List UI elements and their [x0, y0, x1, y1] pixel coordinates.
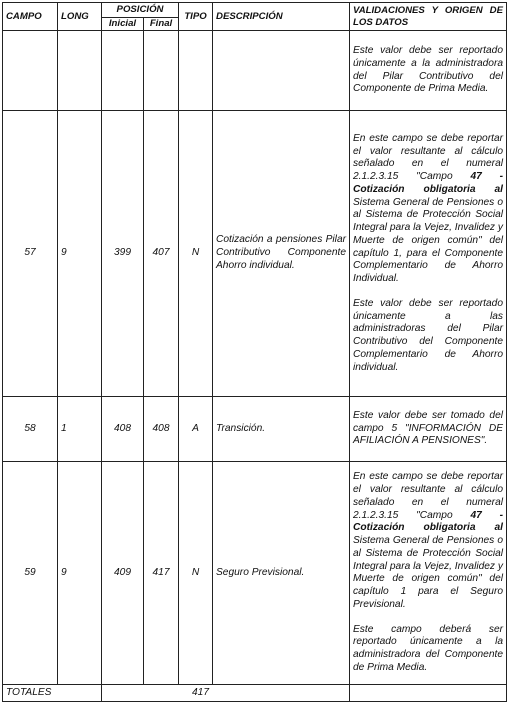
- field-spec-table: [2, 2, 507, 702]
- cell-tipo: A: [179, 397, 213, 462]
- table-row: [3, 31, 507, 111]
- cell-descripcion: Cotización a pensiones Pilar Contributivo Componente Ahorro individual.: [213, 111, 350, 397]
- col-header-campo: CAMPO: [3, 3, 58, 31]
- cell-final: [144, 31, 179, 111]
- col-header-descripcion: DESCRIPCIÓN: [213, 3, 350, 31]
- totals-value: [102, 685, 350, 702]
- col-header-long: LONG: [58, 3, 102, 31]
- cell-tipo: N: [179, 111, 213, 397]
- validacion-text: Este valor debe ser reportado únicamente a las administradoras del Pilar Contributivo del Componente Complementario de Ahorro individual.: [353, 297, 504, 373]
- validacion-text-part: Sistema General de Pensiones o al Sistema de Protección Social Integral para la Vejez, Invalidez y Muerte de origen común" del capítulo 1 para el Seguro Previsional.: [353, 535, 504, 610]
- cell-campo: [3, 31, 58, 111]
- cell-inicial: 408: [102, 397, 144, 462]
- validacion-text: Este valor debe ser reportado únicamente a la administradora del Pilar Contributivo del Componente de Prima Media.: [353, 45, 504, 95]
- totals-value-text: 417: [192, 686, 209, 698]
- validacion-text-part: Sistema General de Pensiones o al Sistema de Protección Social Integral para la Vejez, Invalidez y Muerte de origen común" del capítulo 1, para el Componente Complementario de Ahorro Individual.: [353, 196, 504, 284]
- cell-long: 9: [58, 462, 102, 685]
- cell-tipo: [179, 31, 213, 111]
- validacion-text-bold: 47 - Cotización obligatoria al: [353, 509, 504, 534]
- cell-validacion: [350, 462, 507, 685]
- validacion-text-part: En este campo se debe reportar el valor resultante al cálculo señalado en el numeral 2.1.2.3.15 "Campo: [353, 132, 504, 182]
- col-header-inicial: Inicial: [102, 18, 144, 31]
- header-row: [3, 3, 507, 18]
- col-header-tipo: TIPO: [179, 3, 213, 31]
- validacion-text: Este campo deberá ser reportado únicamente a la administradora del Componente de Prima Media.: [353, 623, 504, 673]
- table-row: [3, 111, 507, 397]
- col-header-validaciones: VALIDACIONES Y ORIGEN DE LOS DATOS: [350, 3, 507, 31]
- col-header-final: Final: [144, 18, 179, 31]
- validacion-text: [353, 471, 503, 611]
- cell-campo: 57: [3, 111, 58, 397]
- table-row: [3, 462, 507, 685]
- col-header-posicion: POSICIÓN: [102, 3, 179, 18]
- cell-inicial: 399: [102, 111, 144, 397]
- cell-descripcion: [213, 31, 350, 111]
- cell-final: 417: [144, 462, 179, 685]
- cell-final: 407: [144, 111, 179, 397]
- validacion-text-bold: 47 - Cotización obligatoria al: [353, 171, 504, 195]
- validacion-text: Este valor debe ser tomado del campo 5 "INFORMACIÓN DE AFILIACIÓN A PENSIONES".: [353, 409, 504, 447]
- cell-validacion: [350, 397, 507, 462]
- cell-long: 1: [58, 397, 102, 462]
- cell-long: 9: [58, 111, 102, 397]
- cell-validacion: [350, 111, 507, 397]
- cell-inicial: 409: [102, 462, 144, 685]
- validacion-text-part: En este campo se debe reportar el valor resultante al cálculo señalado en el numeral 2.1.2.3.15 "Campo: [353, 471, 504, 521]
- totals-row: [3, 685, 507, 702]
- cell-inicial: [102, 31, 144, 111]
- cell-tipo: N: [179, 462, 213, 685]
- cell-validacion: [350, 31, 507, 111]
- totals-label: TOTALES: [3, 685, 102, 702]
- cell-campo: 58: [3, 397, 58, 462]
- cell-campo: 59: [3, 462, 58, 685]
- cell-descripcion: Transición.: [213, 397, 350, 462]
- validacion-text: [353, 133, 503, 286]
- cell-final: 408: [144, 397, 179, 462]
- table-row: [3, 397, 507, 462]
- cell-descripcion: Seguro Previsional.: [213, 462, 350, 685]
- cell-long: [58, 31, 102, 111]
- totals-empty: [350, 685, 507, 702]
